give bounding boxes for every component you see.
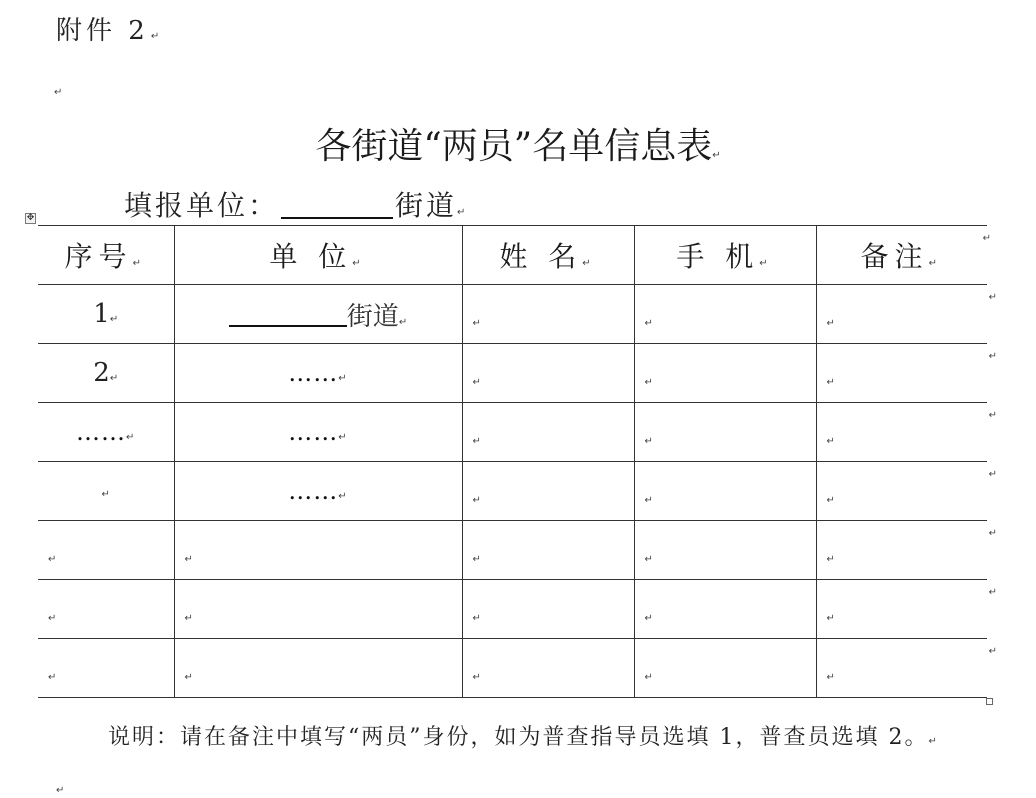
cell-mark-icon: ↵ [472, 613, 481, 624]
table-row [38, 639, 987, 698]
cell-seq[interactable] [38, 521, 174, 580]
header-phone: 手 机↵ [634, 226, 816, 285]
paragraph-mark-icon: ↵ [928, 736, 939, 747]
cell-name[interactable] [462, 580, 634, 639]
cell-remark[interactable] [816, 462, 997, 521]
cell-mark-icon: ↵ [759, 258, 774, 269]
cell-mark-icon: ↵ [644, 495, 653, 506]
page-title: 各街道“两员”名单信息表↵ [315, 126, 721, 167]
header-name: 姓 名↵ [462, 226, 634, 285]
cell-mark-icon: ↵ [826, 377, 835, 388]
cell-phone[interactable] [634, 285, 816, 344]
table-row [38, 285, 987, 344]
table-header-row [38, 226, 987, 285]
cell-remark[interactable] [816, 285, 997, 344]
cell-mark-icon: ↵ [101, 488, 110, 500]
cell-name[interactable] [462, 403, 634, 462]
cell-mark-icon: ↵ [826, 554, 835, 565]
cell-mark-icon: ↵ [184, 672, 193, 683]
row-end-mark-icon: ↵ [988, 528, 997, 539]
cell-seq[interactable] [38, 462, 174, 521]
cell-phone[interactable] [634, 462, 816, 521]
cell-mark-icon: ↵ [472, 377, 481, 388]
unit-blank[interactable] [229, 301, 347, 327]
empty-paragraph-mark-icon: ↵ [56, 785, 65, 796]
cell-mark-icon: ↵ [644, 672, 653, 683]
roster-table [38, 225, 997, 698]
cell-mark-icon: ↵ [48, 672, 57, 683]
cell-phone[interactable] [634, 344, 816, 403]
row-end-mark-icon: ↵ [988, 410, 997, 421]
cell-phone[interactable] [634, 403, 816, 462]
cell-mark-icon: ↵ [184, 554, 193, 565]
attachment-label: 附件 2 ↵ [56, 16, 164, 46]
note-text: 说明：请在备注中填写“两员”身份，如为普查指导员选填 1，普查员选填 2。↵ [108, 725, 939, 750]
cell-mark-icon: ↵ [398, 316, 408, 328]
cell-phone[interactable] [634, 639, 816, 698]
cell-remark[interactable] [816, 580, 997, 639]
cell-seq[interactable]: ……↵ [38, 403, 174, 462]
cell-mark-icon: ↵ [109, 373, 119, 384]
header-unit: 单 位↵ [174, 226, 462, 285]
cell-name[interactable] [462, 344, 634, 403]
empty-paragraph-mark-icon: ↵ [54, 87, 63, 98]
cell-mark-icon: ↵ [338, 491, 348, 502]
table-resize-handle-icon[interactable] [986, 698, 993, 705]
row-end-mark-icon: ↵ [988, 646, 997, 657]
cell-mark-icon: ↵ [928, 258, 943, 269]
table-row [38, 403, 987, 462]
cell-remark[interactable] [816, 521, 997, 580]
table-row [38, 580, 987, 639]
cell-mark-icon: ↵ [582, 258, 597, 269]
cell-unit[interactable] [174, 639, 462, 698]
cell-mark-icon: ↵ [826, 495, 835, 506]
cell-seq[interactable] [38, 580, 174, 639]
cell-phone[interactable] [634, 580, 816, 639]
cell-mark-icon: ↵ [826, 672, 835, 683]
fill-unit-suffix: 街道 [395, 189, 458, 222]
cell-unit[interactable]: 街道↵ [174, 285, 462, 344]
cell-mark-icon: ↵ [48, 554, 57, 565]
cell-mark-icon: ↵ [352, 258, 367, 269]
cell-mark-icon: ↵ [132, 258, 147, 269]
row-end-mark-icon: ↵ [988, 587, 997, 598]
cell-mark-icon: ↵ [472, 436, 481, 447]
cell-mark-icon: ↵ [472, 495, 481, 506]
cell-mark-icon: ↵ [472, 554, 481, 565]
cell-seq[interactable] [38, 639, 174, 698]
row-end-mark-icon: ↵ [988, 469, 997, 480]
cell-mark-icon: ↵ [826, 436, 835, 447]
cell-unit[interactable] [174, 580, 462, 639]
header-seq: 序号↵ [38, 226, 174, 285]
cell-seq[interactable]: 1↵ [38, 285, 174, 344]
cell-seq[interactable]: 2↵ [38, 344, 174, 403]
row-end-mark-icon: ↵ [988, 292, 997, 303]
table-row [38, 462, 987, 521]
paragraph-mark-icon: ↵ [712, 150, 721, 161]
row-end-mark-icon: ↵ [988, 351, 997, 362]
fill-unit-line [124, 184, 468, 224]
cell-name[interactable] [462, 462, 634, 521]
paragraph-mark-icon: ↵ [457, 207, 469, 218]
cell-remark[interactable] [816, 639, 997, 698]
cell-mark-icon: ↵ [126, 432, 136, 443]
cell-mark-icon: ↵ [826, 318, 835, 329]
cell-name[interactable] [462, 521, 634, 580]
cell-remark[interactable] [816, 344, 997, 403]
fill-unit-blank[interactable] [281, 189, 393, 219]
cell-mark-icon: ↵ [338, 432, 348, 443]
cell-mark-icon: ↵ [644, 436, 653, 447]
cell-mark-icon: ↵ [644, 377, 653, 388]
cell-phone[interactable] [634, 521, 816, 580]
cell-remark[interactable] [816, 403, 997, 462]
table-row [38, 521, 987, 580]
cell-mark-icon: ↵ [644, 318, 653, 329]
cell-mark-icon: ↵ [472, 318, 481, 329]
cell-name[interactable] [462, 639, 634, 698]
table-row [38, 344, 987, 403]
cell-unit[interactable]: ……↵ [174, 403, 462, 462]
row-end-mark-icon: ↵ [982, 233, 997, 244]
cell-mark-icon: ↵ [472, 672, 481, 683]
cell-mark-icon: ↵ [48, 613, 57, 624]
header-remark: 备注↵ ↵ [816, 226, 987, 285]
cell-mark-icon: ↵ [338, 373, 348, 384]
cell-name[interactable] [462, 285, 634, 344]
paragraph-mark-icon: ↵ [150, 31, 164, 42]
table-move-handle-icon[interactable]: ✥ [26, 213, 35, 223]
cell-unit[interactable]: ……↵ [174, 344, 462, 403]
cell-mark-icon: ↵ [826, 613, 835, 624]
cell-mark-icon: ↵ [644, 554, 653, 565]
fill-unit-label: 填报单位： [124, 189, 280, 222]
cell-unit[interactable] [174, 521, 462, 580]
cell-unit[interactable]: ……↵ [174, 462, 462, 521]
cell-mark-icon: ↵ [644, 613, 653, 624]
cell-mark-icon: ↵ [184, 613, 193, 624]
cell-mark-icon: ↵ [109, 314, 119, 325]
